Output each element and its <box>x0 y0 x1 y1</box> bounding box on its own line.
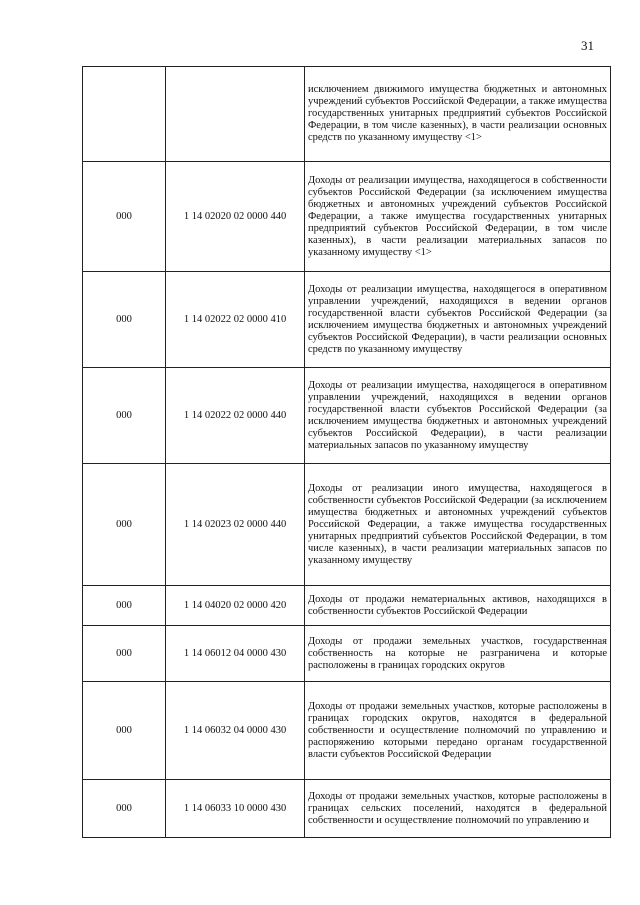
budget-code-cell <box>166 67 305 162</box>
page-number: 31 <box>581 38 594 53</box>
table-row <box>83 586 611 626</box>
table-row <box>83 67 611 162</box>
admin-code-cell: 000 <box>83 626 166 682</box>
admin-code-cell: 000 <box>83 464 166 586</box>
admin-code-cell <box>83 67 166 162</box>
description-cell: исключением движимого имущества бюджетных и автономных учреждений субъектов Российской Федерации, а также имущества государственных унитарных предприятий субъектов Российской Федерации, в том числе казенных), в части реализации основных средств по указанному имуществу <1> <box>305 67 611 162</box>
table-row <box>83 272 611 368</box>
description-cell: Доходы от реализации иного имущества, находящегося в собственности субъектов Российской Федерации (за исключением имущества бюджетных и автономных учреждений субъектов Российской Федерации, а также имущества государственных унитарных предприятий субъектов Российской Федерации, в том числе казенных), в части реализации материальных запасов по указанному имуществу <box>305 464 611 586</box>
description-cell: Доходы от продажи земельных участков, которые расположены в границах сельских поселений, находятся в федеральной собственности и осуществление полномочий по управлению и <box>305 780 611 838</box>
budget-code-cell: 1 14 02022 02 0000 440 <box>166 368 305 464</box>
admin-code-cell: 000 <box>83 368 166 464</box>
budget-code-cell: 1 14 02020 02 0000 440 <box>166 162 305 272</box>
budget-code-cell: 1 14 02022 02 0000 410 <box>166 272 305 368</box>
budget-code-cell: 1 14 06033 10 0000 430 <box>166 780 305 838</box>
admin-code-cell: 000 <box>83 682 166 780</box>
description-cell: Доходы от реализации имущества, находящегося в собственности субъектов Российской Федерации (за исключением имущества бюджетных и автономных учреждений субъектов Российской Федерации, а также имущества государственных унитарных предприятий субъектов Российской Федерации, в том числе казенных), в части реализации материальных запасов по указанному имуществу <1> <box>305 162 611 272</box>
description-cell: Доходы от реализации имущества, находящегося в оперативном управлении учреждений, находящихся в ведении органов государственной власти субъектов Российской Федерации (за исключением имущества бюджетных и автономных учреждений субъектов Российской Федерации), в части реализации материальных запасов по указанному имуществу <box>305 368 611 464</box>
admin-code-cell: 000 <box>83 780 166 838</box>
admin-code-cell: 000 <box>83 272 166 368</box>
description-cell: Доходы от продажи земельных участков, государственная собственность на которые не разграничена и которые расположены в границах городских округов <box>305 626 611 682</box>
table-row <box>83 780 611 838</box>
table-row <box>83 162 611 272</box>
admin-code-cell: 000 <box>83 162 166 272</box>
admin-code-cell: 000 <box>83 586 166 626</box>
budget-code-cell: 1 14 06012 04 0000 430 <box>166 626 305 682</box>
budget-code-cell: 1 14 06032 04 0000 430 <box>166 682 305 780</box>
table-row <box>83 368 611 464</box>
description-cell: Доходы от продажи нематериальных активов, находящихся в собственности субъектов Российской Федерации <box>305 586 611 626</box>
description-cell: Доходы от реализации имущества, находящегося в оперативном управлении учреждений, находящихся в ведении органов государственной власти субъектов Российской Федерации (за исключением имущества бюджетных и автономных учреждений субъектов Российской Федерации), в части реализации основных средств по указанному имуществу <box>305 272 611 368</box>
budget-code-cell: 1 14 02023 02 0000 440 <box>166 464 305 586</box>
table-row <box>83 682 611 780</box>
table-row <box>83 626 611 682</box>
revenue-classification-table <box>82 66 611 838</box>
budget-code-cell: 1 14 04020 02 0000 420 <box>166 586 305 626</box>
table-row <box>83 464 611 586</box>
description-cell: Доходы от продажи земельных участков, которые расположены в границах городских округов, находятся в федеральной собственности и осуществление полномочий по управлению и распоряжению которыми передано органам государственной власти субъектов Российской Федерации <box>305 682 611 780</box>
